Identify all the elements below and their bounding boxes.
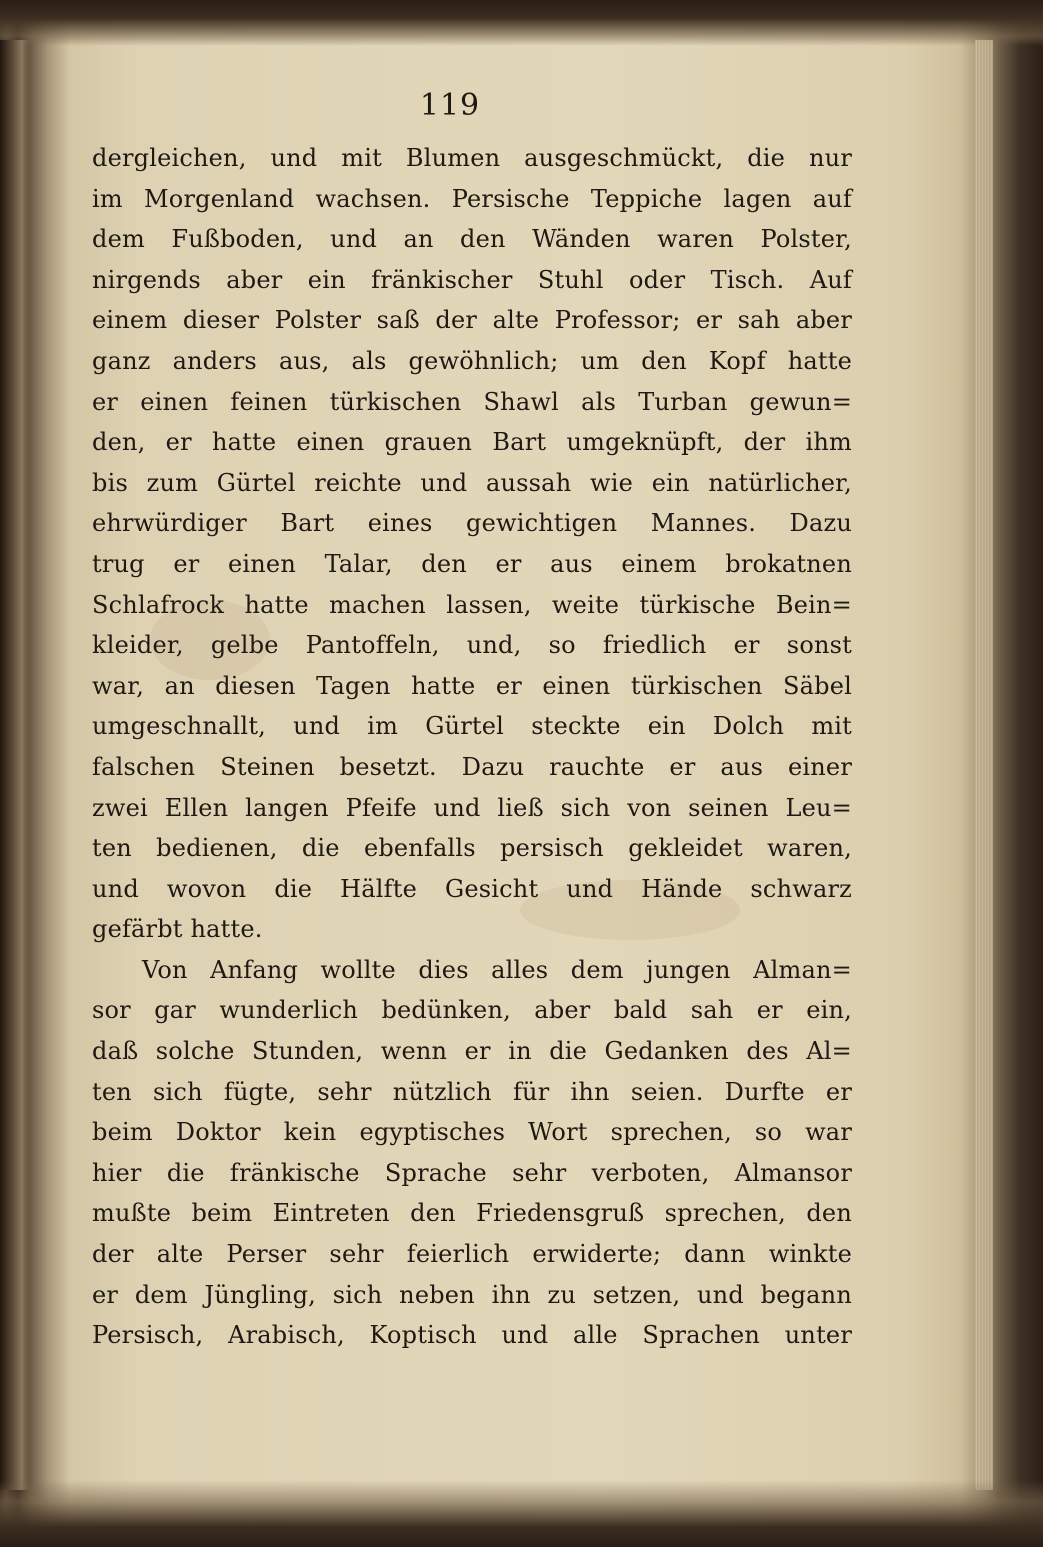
text-line: dem Fußboden, und an den Wänden waren Polster, bbox=[92, 225, 852, 254]
text-line: umgeschnallt, und im Gürtel steckte ein Dolch mit bbox=[92, 712, 852, 741]
text-line: der alte Perser sehr feierlich erwiderte; dann winkte bbox=[92, 1240, 852, 1269]
text-line: im Morgenland wachsen. Persische Teppiche lagen auf bbox=[92, 184, 852, 213]
text-line: den, er hatte einen grauen Bart umgeknüpft, der ihm bbox=[92, 428, 852, 457]
text-line: daß solche Stunden, wenn er in die Gedanken des Al= bbox=[92, 1037, 852, 1066]
text-line: mußte beim Eintreten den Friedensgruß sprechen, den bbox=[92, 1199, 852, 1228]
text-line-paragraph-end: gefärbt hatte. bbox=[92, 915, 263, 944]
text-line: ehrwürdiger Bart eines gewichtigen Mannes. Dazu bbox=[92, 509, 852, 538]
text-line: sor gar wunderlich bedünken, aber bald sah er ein, bbox=[92, 996, 852, 1025]
text-line-paragraph-start: Von Anfang wollte dies alles dem jungen Alman= bbox=[142, 955, 852, 984]
page-top-edge bbox=[0, 0, 1043, 46]
text-line: beim Doktor kein egyptisches Wort sprechen, so war bbox=[92, 1118, 852, 1147]
page-stack-edge bbox=[975, 40, 993, 1490]
text-line: falschen Steinen besetzt. Dazu rauchte er aus einer bbox=[92, 752, 852, 781]
text-line: und wovon die Hälfte Gesicht und Hände schwarz bbox=[92, 874, 852, 903]
text-line: zwei Ellen langen Pfeife und ließ sich von seinen Leu= bbox=[92, 793, 852, 822]
text-line: Schlafrock hatte machen lassen, weite türkische Bein= bbox=[92, 590, 852, 619]
text-line: dergleichen, und mit Blumen ausgeschmückt, die nur bbox=[92, 144, 852, 172]
text-line: hier die fränkische Sprache sehr verboten, Almansor bbox=[92, 1158, 852, 1187]
book-spine-shadow bbox=[0, 40, 30, 1490]
text-line: kleider, gelbe Pantoffeln, und, so friedlich er sonst bbox=[92, 631, 852, 660]
text-line: einem dieser Polster saß der alte Professor; er sah aber bbox=[92, 306, 852, 335]
text-line: Persisch, Arabisch, Koptisch und alle Sprachen unter bbox=[92, 1321, 852, 1350]
body-text bbox=[92, 138, 852, 1356]
page-bottom-edge bbox=[0, 1480, 1043, 1547]
text-line: ganz anders aus, als gewöhnlich; um den Kopf hatte bbox=[92, 346, 852, 375]
text-line: er einen feinen türkischen Shawl als Turban gewun= bbox=[92, 387, 852, 416]
text-line: trug er einen Talar, den er aus einem brokatnen bbox=[92, 549, 852, 578]
text-line: war, an diesen Tagen hatte er einen türkischen Säbel bbox=[92, 671, 852, 700]
text-line: bis zum Gürtel reichte und aussah wie ein natürlicher, bbox=[92, 468, 852, 497]
text-line: ten bedienen, die ebenfalls persisch gekleidet waren, bbox=[92, 834, 852, 863]
text-line: er dem Jüngling, sich neben ihn zu setzen, und begann bbox=[92, 1280, 852, 1309]
text-line: ten sich fügte, sehr nützlich für ihn seien. Durfte er bbox=[92, 1077, 852, 1106]
page-number: 119 bbox=[419, 88, 481, 123]
text-line: nirgends aber ein fränkischer Stuhl oder Tisch. Auf bbox=[92, 265, 852, 294]
